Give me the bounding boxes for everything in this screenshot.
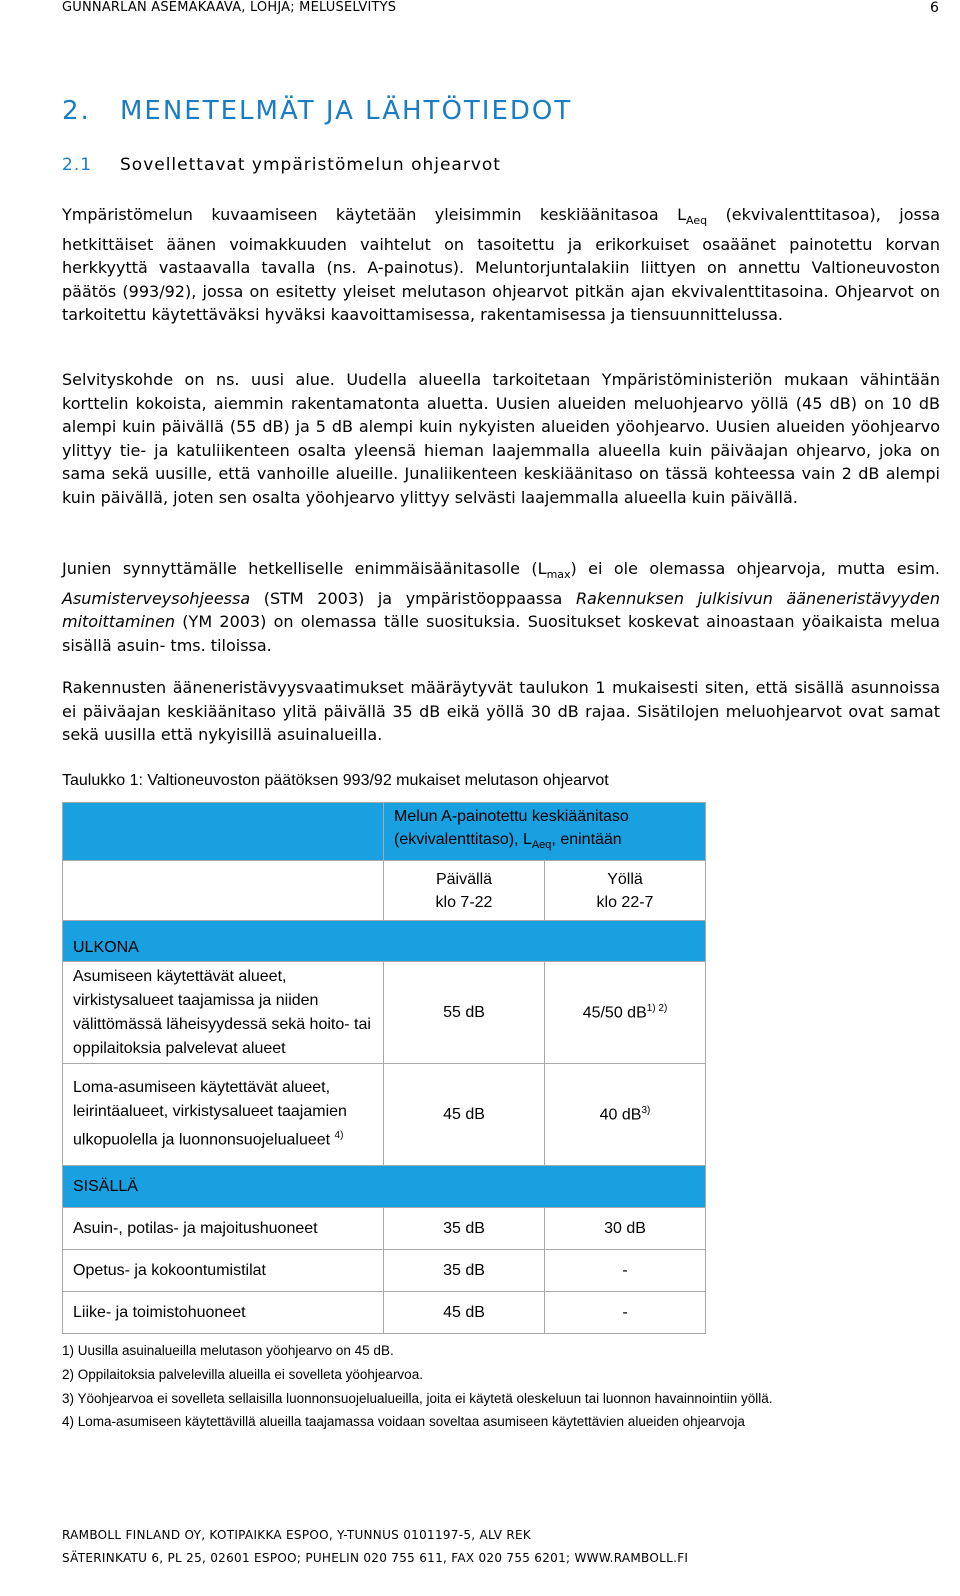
footnote: 4) Loma-asumiseen käytettävillä alueilla taajamassa voidaan soveltaa asumiseen käytettävien alueiden ohjearvoja [62,1414,745,1429]
footnote-ref: 4) [334,1130,344,1142]
page-number: 6 [930,0,939,16]
section-number: 2. [62,96,91,126]
row-day-cell: 35 dB [384,1208,545,1250]
table-row [63,1250,706,1292]
row-label: Asumiseen käytettävät alueet, virkistysalueet taajamissa ja niiden välittömässä läheisyydessä sekä hoito- tai oppilaitoksia palvelevat alueet [73,967,371,1057]
paragraph-2: Selvityskohde on ns. uusi alue. Uudella alueella tarkoitetaan Ympäristöministeriön mukaan vähintään korttelin kokoista, aiemmin rakentamatonta aluetta. Uusien alueiden meluohjearvo yöllä (45 dB) on 10 dB alempi kuin päivällä (55 dB) ja 5 dB alempi kuin nykyisten alueiden yöohjearvo. Uusien alueiden yöohjearvo ylittyy tie- ja katuliikenteen osalta yleensä hieman laajemmalla alueella kuin päiväajan ohjearvo, joka on sama sekä uusille, että vanhoille alueille. Junaliikenteen keskiäänitaso on tässä kohteessa vain 2 dB alempi kuin päivällä, joten sen osalta yöohjearvo ylittyy selvästi laajemmalla alueella kuin päivällä. [62,370,940,507]
row-label-cell: Asuin-, potilas- ja majoitushuoneet [63,1208,384,1250]
italic-reference: Asumisterveysohjeessa [62,588,251,608]
subsection-heading [62,155,501,175]
text-span: Ympäristömelun kuvaamiseen käytetään yleisimmin keskiäänitasoa L [62,205,687,224]
row-night-cell [545,1064,706,1166]
section-heading [62,96,572,126]
col-day-cell [384,861,545,921]
text-span: Junien synnyttämälle hetkelliselle enimmäisäänitasolle (L [62,559,547,578]
row-night-value: 45/50 dB [582,1004,647,1022]
text-span: (YM 2003) on olemassa tälle suosituksia. Suositukset koskevat ainoastaan yöaikaista melua sisällä asuin- tms. tiloissa. [62,612,940,655]
row-night-cell: - [545,1292,706,1334]
col-night-cell [545,861,706,921]
footnote-ref: 1) 2) [646,1002,668,1014]
header-measure-cell [384,803,706,861]
footnote: 1) Uusilla asuinalueilla melutason yöohjearvo on 45 dB. [62,1343,394,1358]
text-span: (STM 2003) ja ympäristöoppaassa [250,588,576,608]
footnote: 3) Yöohjearvoa ei sovelleta sellaisilla luonnonsuojelualueilla, joita ei käytetä oleskeluun tai luonnon havainnointiin yöllä. [62,1391,773,1406]
group-indoor-label: SISÄLLÄ [63,1166,706,1208]
subscript: Aeq [531,839,552,852]
table-caption: Taulukko 1: Valtioneuvoston päätöksen 993/92 mukaiset melutason ohjearvot [62,772,609,789]
row-night-cell [545,962,706,1064]
footer-line-2: SÄTERINKATU 6, PL 25, 02601 ESPOO; PUHELIN 020 755 611, FAX 020 755 6201; WWW.RAMBOLL.FI [62,1551,689,1565]
col-night-label: Yöllä [607,870,643,888]
paragraph-1 [62,203,940,327]
paragraph-4: Rakennusten ääneneristävyysvaatimukset määräytyvät taulukon 1 mukaisesti siten, että sisällä asunnoissa ei päiväajan keskiäänitaso ylitä päivällä 35 dB eikä yöllä 30 dB rajaa. Sisätilojen meluohjearvot ovat samat sekä uusilla että nykyisillä asuinalueilla. [62,678,940,744]
footer-line-1: RAMBOLL FINLAND OY, KOTIPAIKKA ESPOO, Y-TUNNUS 0101197-5, ALV REK [62,1528,532,1542]
col-day-time: klo 7-22 [435,893,493,911]
row-label: Loma-asumiseen käytettävät alueet, leirintäalueet, virkistysalueet taajamien ulkopuolella ja luonnonsuojelualueet [73,1079,347,1149]
row-label-cell: Liike- ja toimistohuoneet [63,1292,384,1334]
table-header-row [63,803,706,861]
group-row-outdoor [63,921,706,962]
footnote-ref: 3) [641,1104,651,1116]
running-header: GUNNARLAN ASEMAKAAVA, LOHJA; MELUSELVITYS [62,0,397,15]
table-row [63,1064,706,1166]
footnote: 2) Oppilaitoksia palvelevilla alueilla ei sovelleta yöohjearvoa. [62,1367,423,1382]
row-label-cell [63,1064,384,1166]
row-label-cell: Opetus- ja kokoontumistilat [63,1250,384,1292]
paragraph-3 [62,557,940,657]
row-night-cell: - [545,1250,706,1292]
row-night-cell: 30 dB [545,1208,706,1250]
table-period-row [63,861,706,921]
group-outdoor-label: ULKONA [63,921,706,962]
col-night-time: klo 22-7 [596,893,654,911]
header-empty-cell [63,803,384,861]
col-day-label: Päivällä [435,870,493,888]
row-night-value: 40 dB [599,1106,642,1124]
table-row [63,962,706,1064]
text-span: , enintään [551,831,622,849]
text-span: ) ei ole olemassa ohjearvoja, mutta esim. [570,559,941,578]
subscript: max [546,568,571,582]
subsection-title: Sovellettavat ympäristömelun ohjearvot [120,155,501,175]
row-day-cell: 45 dB [384,1064,545,1166]
period-empty-cell [63,861,384,921]
subsection-number: 2.1 [62,155,93,175]
table-row [63,1208,706,1250]
row-label-cell [63,962,384,1064]
row-day-cell: 45 dB [384,1292,545,1334]
section-title: MENETELMÄT JA LÄHTÖTIEDOT [120,96,573,126]
subscript: Aeq [686,214,708,228]
text-span: Melun A-painotettu keskiäänitaso (ekvivalenttitaso), L [394,808,629,849]
italic-reference: Rakennuksen julkisivun ääneneristävyyden mitoittaminen [62,588,941,632]
row-day-cell: 55 dB [384,962,545,1064]
table-row [63,1292,706,1334]
row-day-cell: 35 dB [384,1250,545,1292]
group-row-indoor [63,1166,706,1208]
noise-guideline-table [62,802,706,1334]
text-span: (ekvivalenttitasoa), jossa hetkittäiset äänen voimakkuuden vaihtelut on tasoitettu ja erikorkuiset osaäänet painotettu korvan herkkyyttä vastaavalla tavalla (ns. A-painotus). Meluntorjuntalakiin liittyen on annettu Valtioneuvoston päätös (993/92), jossa on esitetty yleiset melutason ohjearvot pitkän ajan ekvivalenttitasoina. Ohjearvot on tarkoitettu käytettäväksi hyväksi kaavoittamisessa, rakentamisessa ja tiensuunnittelussa. [62,205,940,325]
